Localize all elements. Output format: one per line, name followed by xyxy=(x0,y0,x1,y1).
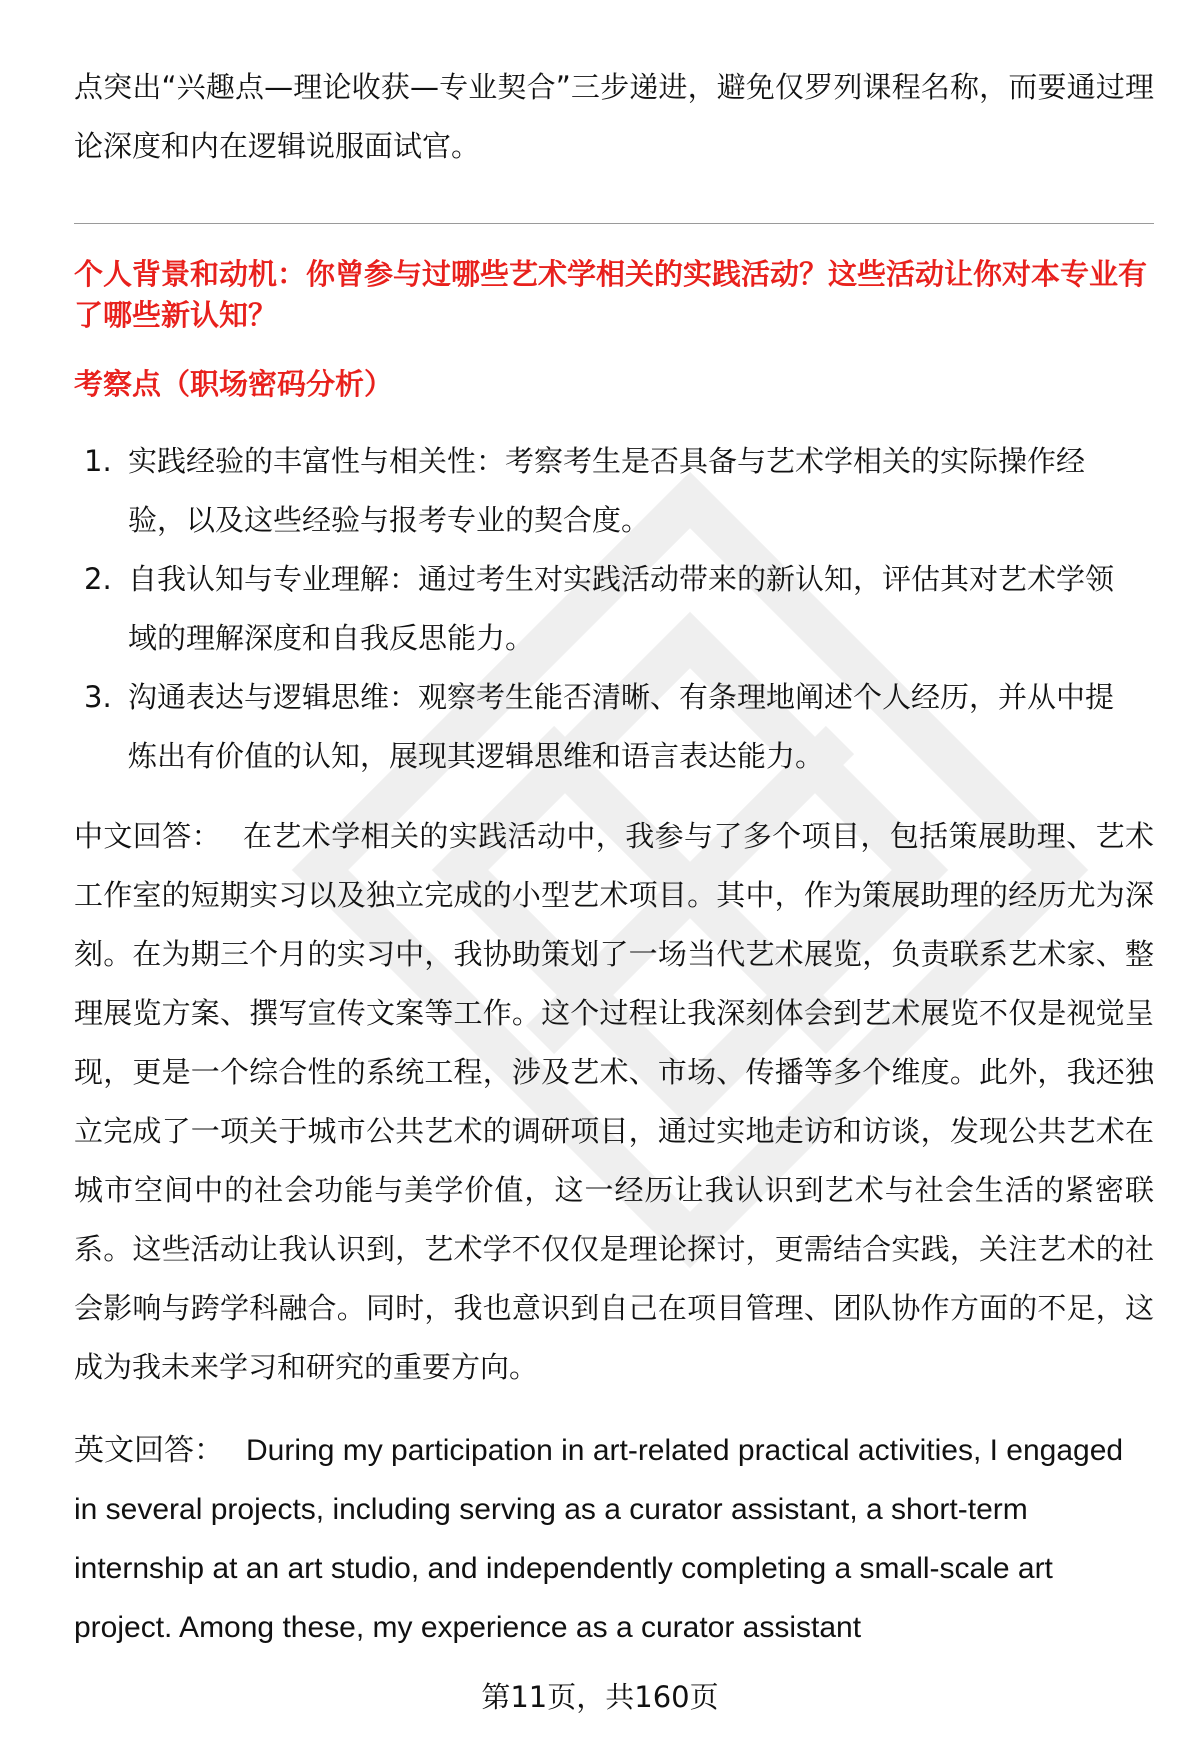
assessment-points-list xyxy=(74,432,1154,786)
chinese-answer-text: 在艺术学相关的实践活动中，我参与了多个项目，包括策展助理、艺术工作室的短期实习以及独立完成的小型艺术项目。其中，作为策展助理的经历尤为深刻。在为期三个月的实习中，我协助策划了一场当代艺术展览，负责联系艺术家、整理展览方案、撰写宣传文案等工作。这个过程让我深刻体会到艺术展览不仅是视觉呈现，更是一个综合性的系统工程，涉及艺术、市场、传播等多个维度。此外，我还独立完成了一项关于城市公共艺术的调研项目，通过实地走访和访谈，发现公共艺术在城市空间中的社会功能与美学价值，这一经历让我认识到艺术与社会生活的紧密联系。这些活动让我认识到，艺术学不仅仅是理论探讨，更需结合实践，关注艺术的社会影响与跨学科融合。同时，我也意识到自己在项目管理、团队协作方面的不足，这成为我未来学习和研究的重要方向。 xyxy=(74,819,1154,1384)
intro-paragraph: 点突出“兴趣点—理论收获—专业契合”三步递进，避免仅罗列课程名称，而要通过理论深度和内在逻辑说服面试官。 xyxy=(74,70,1154,163)
list-item xyxy=(74,432,1154,550)
english-answer-text: During my participation in art-related practical activities, I engaged in several projects, including serving as a curator assistant, a short-term internship at an art studio, and independently completing a small-scale art project. Among these, my experience as a curator assistant xyxy=(74,1434,1124,1644)
page-footer: 第11页，共160页 xyxy=(481,1680,719,1714)
chinese-answer-label: 中文回答： xyxy=(74,819,221,853)
list-item xyxy=(74,550,1154,668)
list-item-number: 2. xyxy=(84,562,112,596)
section-divider xyxy=(74,223,1154,224)
question-heading: 个人背景和动机：你曾参与过哪些艺术学相关的实践活动？这些活动让你对本专业有了哪些新认知？ xyxy=(74,257,1148,332)
chinese-answer xyxy=(74,807,1154,1397)
list-item-text: 实践经验的丰富性与相关性：考察考生是否具备与艺术学相关的实际操作经验，以及这些经验与报考专业的契合度。 xyxy=(128,444,1086,537)
list-item-text: 沟通表达与逻辑思维：观察考生能否清晰、有条理地阐述个人经历，并从中提炼出有价值的认知，展现其逻辑思维和语言表达能力。 xyxy=(128,680,1115,773)
list-item-number: 1. xyxy=(84,444,112,478)
page-content xyxy=(74,58,1154,1657)
list-item xyxy=(74,668,1154,786)
list-item-text: 自我认知与专业理解：通过考生对实践活动带来的新认知，评估其对艺术学领域的理解深度和自我反思能力。 xyxy=(128,562,1115,655)
english-answer-label: 英文回答： xyxy=(74,1434,224,1467)
list-item-number: 3. xyxy=(84,680,112,714)
assessment-subheading: 考察点（职场密码分析） xyxy=(74,367,394,401)
english-answer xyxy=(74,1421,1154,1657)
